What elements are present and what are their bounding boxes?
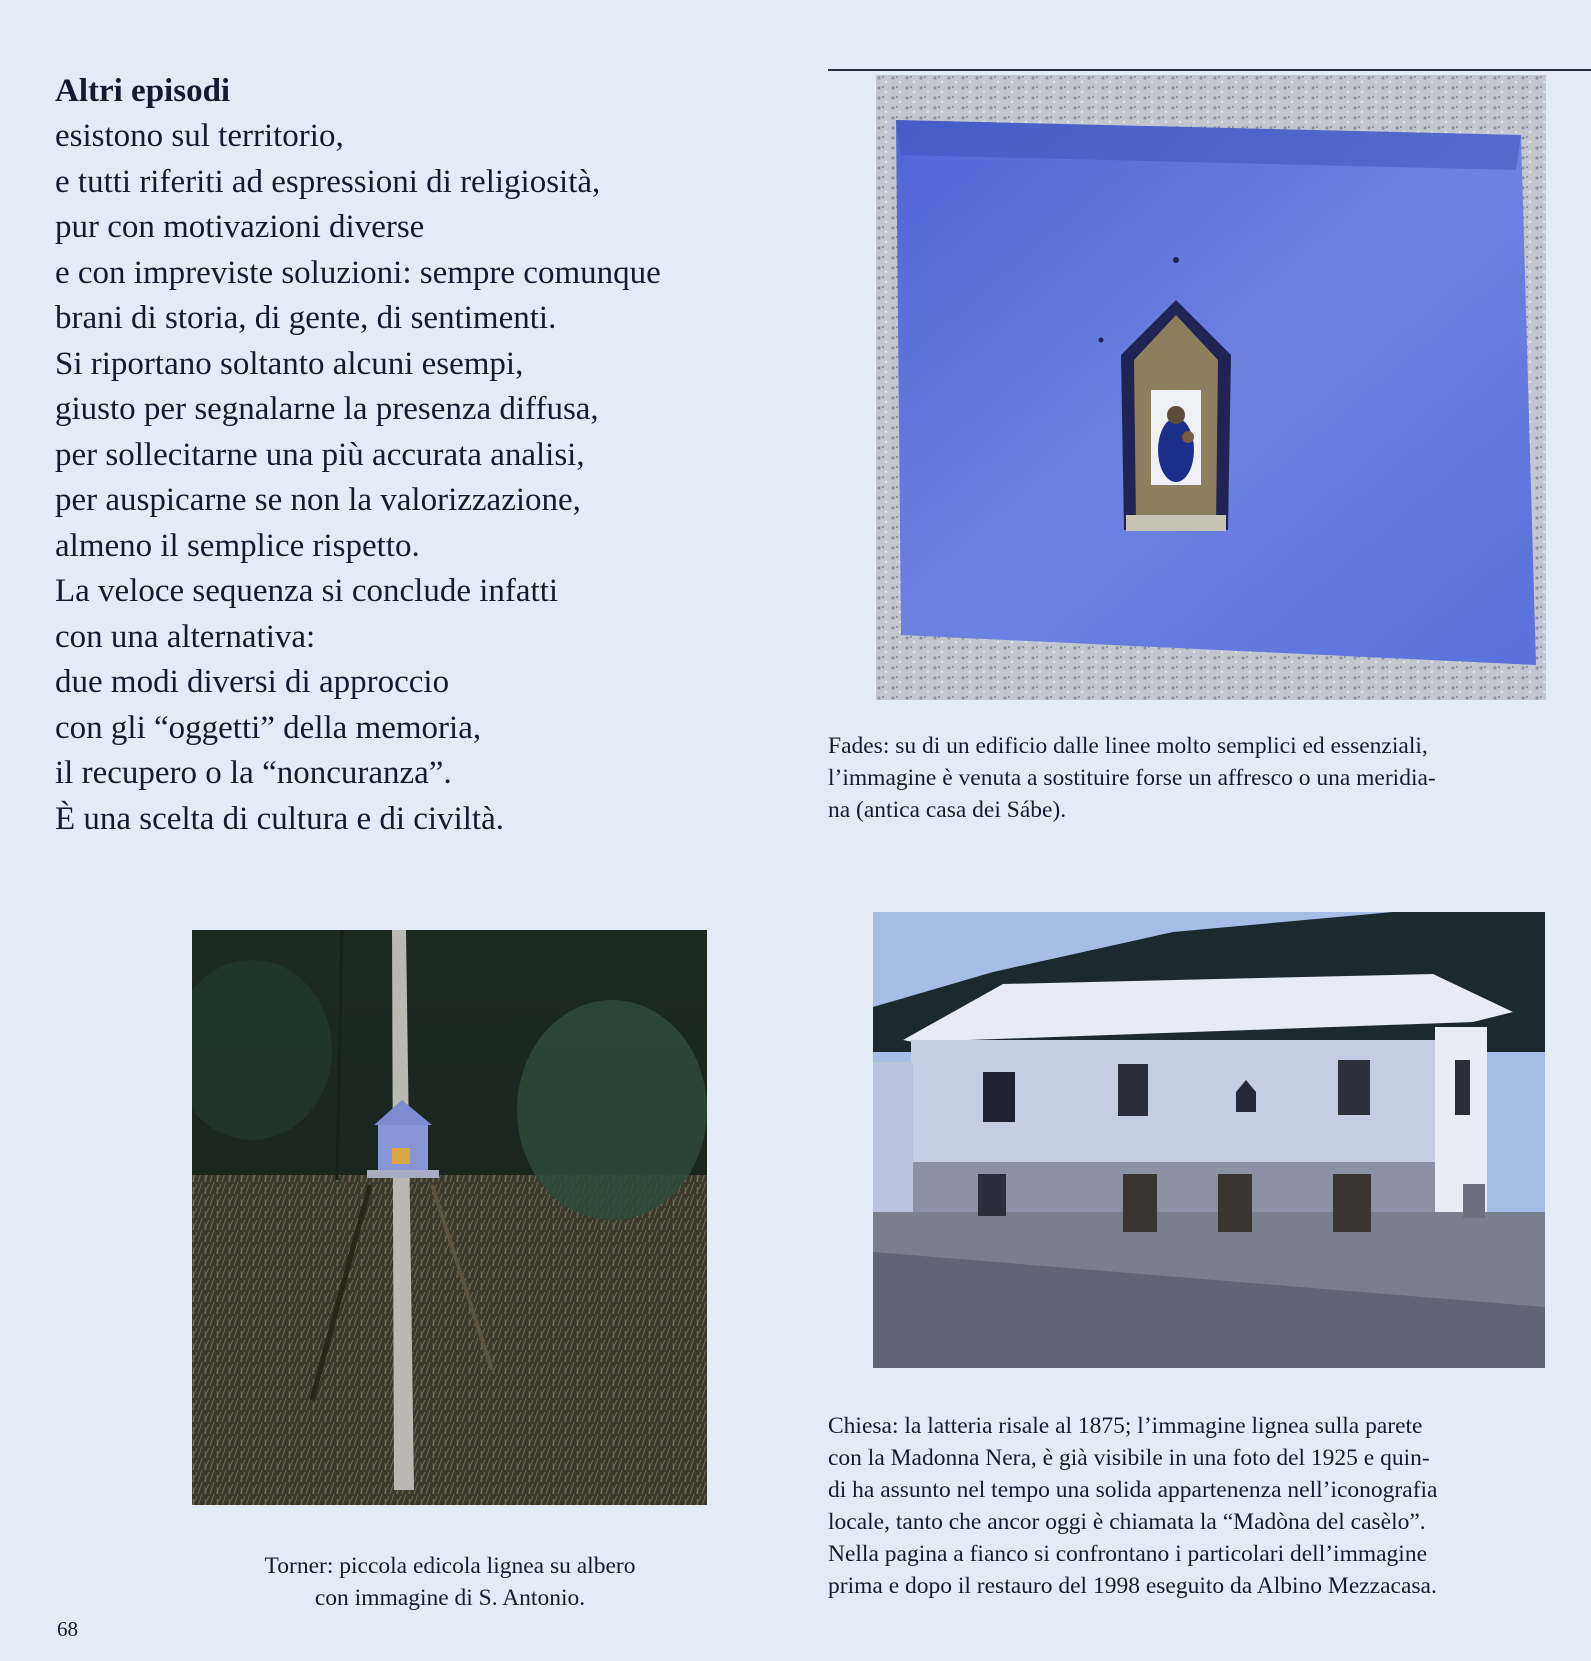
photo-chiesa-dairy-house (873, 912, 1545, 1368)
caption-line: di ha assunto nel tempo una solida appartenenza nell’iconografia (828, 1477, 1438, 1503)
intro-line: e con impreviste soluzioni: sempre comunque (55, 254, 661, 291)
intro-line: brani di storia, di gente, di sentimenti. (55, 300, 557, 336)
caption-torner (150, 1550, 750, 1614)
caption-line: con la Madonna Nera, è già visibile in una foto del 1925 e quin- (828, 1445, 1430, 1471)
caption-line: na (antica casa dei Sábe). (828, 797, 1067, 823)
intro-line: e tutti riferiti ad espressioni di religiosità, (55, 163, 601, 200)
caption-line: prima e dopo il restauro del 1998 eseguito da Albino Mezzacasa. (828, 1573, 1437, 1599)
caption-fades (828, 730, 1583, 826)
section-heading: Altri episodi (55, 73, 231, 109)
intro-line: È una scelta di cultura e di civiltà. (55, 800, 504, 837)
caption-line: locale, tanto che ancor oggi è chiamata la “Madòna del casèlo”. (828, 1509, 1426, 1535)
intro-line: con gli “oggetti” della memoria, (55, 709, 482, 746)
caption-line: Nella pagina a fianco si confrontano i particolari dell’immagine (828, 1541, 1428, 1567)
caption-line: Fades: su di un edificio dalle linee molto semplici ed essenziali, (828, 733, 1428, 759)
intro-line: giusto per segnalarne la presenza diffusa, (55, 391, 599, 427)
caption-line: l’immagine è venuta a sostituire forse un affresco o una meridia- (828, 765, 1436, 791)
caption-line: Chiesa: la latteria risale al 1875; l’immagine lignea sulla parete (828, 1413, 1423, 1439)
caption-line: con immagine di S. Antonio. (314, 1585, 586, 1611)
photo-torner-tree-shrine (192, 930, 707, 1505)
intro-line: pur con motivazioni diverse (55, 209, 425, 245)
top-divider-line (828, 69, 1591, 71)
intro-line: esistono sul territorio, (55, 118, 344, 154)
photo-fades-shrine (876, 75, 1546, 700)
intro-line: per auspicarne se non la valorizzazione, (55, 482, 581, 518)
intro-line: due modi diversi di approccio (55, 664, 450, 700)
caption-line: Torner: piccola edicola lignea su albero (264, 1553, 636, 1579)
intro-line: per sollecitarne una più accurata analisi, (55, 436, 585, 473)
intro-line: La veloce sequenza si conclude infatti (55, 573, 559, 609)
intro-line: almeno il semplice rispetto. (55, 527, 420, 564)
intro-line: con una alternativa: (55, 618, 316, 655)
intro-text-block (55, 68, 775, 842)
page-number: 68 (57, 1617, 78, 1641)
intro-line: Si riportano soltanto alcuni esempi, (55, 345, 524, 382)
caption-chiesa (828, 1410, 1583, 1602)
intro-line: il recupero o la “noncuranza”. (55, 755, 452, 791)
